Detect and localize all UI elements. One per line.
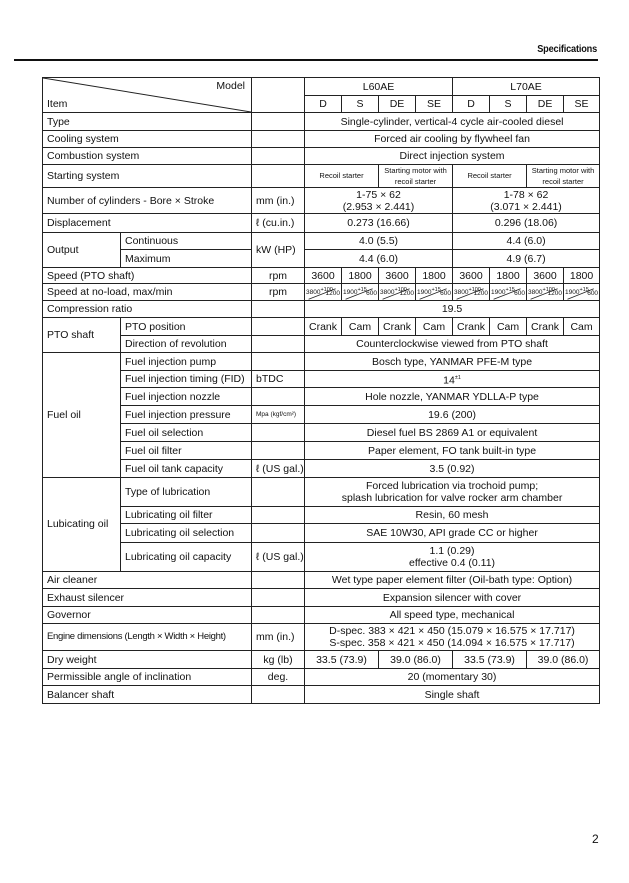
noload-speed-cell xyxy=(305,284,342,301)
row-label: Fuel injection pump xyxy=(121,353,252,371)
max-speed: $3800^{+100}$ xyxy=(528,287,555,297)
max-speed: $1900^{+15}$ xyxy=(491,287,515,297)
min-speed: 1200 xyxy=(399,290,414,297)
row-label: Dry weight xyxy=(43,651,252,669)
max-speed: $3800^{+100}$ xyxy=(454,287,481,297)
row-value: SAE 10W30, API grade CC or higher xyxy=(305,524,600,543)
row-unit: kW (HP) xyxy=(252,233,305,268)
corner-header-cell xyxy=(43,78,252,113)
row-pto-direction xyxy=(43,336,600,353)
row-unit: ℓ (US gal.) xyxy=(252,543,305,572)
row-unit: rpm xyxy=(252,284,305,301)
row-value: Single-cylinder, vertical-4 cycle air-cooled diesel xyxy=(305,113,600,131)
row-value: 19.6 (200) xyxy=(305,406,600,424)
row-unit: rpm xyxy=(252,268,305,284)
row-unit xyxy=(252,424,305,442)
min-speed: 600 xyxy=(440,290,452,297)
fid-value: 14 xyxy=(443,374,455,387)
row-value-l70 xyxy=(453,188,600,214)
item-label: Item xyxy=(47,98,68,110)
row-label: Cooling system xyxy=(43,131,252,148)
row-air-cleaner xyxy=(43,572,600,589)
row-label: Lubricating oil capacity xyxy=(121,543,252,572)
max-speed: $1900^{+15}$ xyxy=(565,287,589,297)
row-fuel-5 xyxy=(43,442,600,460)
row-dimensions xyxy=(43,624,600,651)
row-label: Starting system xyxy=(43,165,252,188)
row-label: Fuel injection nozzle xyxy=(121,388,252,406)
row-label: PTO position xyxy=(121,318,252,336)
row-value xyxy=(305,624,600,651)
variant-header: SE xyxy=(564,96,600,113)
noload-speed-cell xyxy=(564,284,600,301)
variant-header: SE xyxy=(416,96,453,113)
row-lube-selection xyxy=(43,524,600,543)
row-unit: Mpa (kgf/cm²) xyxy=(252,406,305,424)
row-value: Expansion silencer with cover xyxy=(305,589,600,607)
row-unit xyxy=(252,131,305,148)
row-unit xyxy=(252,318,305,336)
row-value: Crank xyxy=(527,318,564,336)
row-lube-capacity xyxy=(43,543,600,572)
row-value: 3600 xyxy=(527,268,564,284)
noload-speed-cell xyxy=(342,284,379,301)
max-speed: $3800^{+100}$ xyxy=(380,287,407,297)
row-label: Maximum xyxy=(121,250,252,268)
row-fuel-3 xyxy=(43,406,600,424)
row-label: Exhaust silencer xyxy=(43,589,252,607)
row-unit xyxy=(252,442,305,460)
row-value: Crank xyxy=(379,318,416,336)
section-title: Specifications xyxy=(537,44,597,55)
row-label: Fuel injection timing (FID) xyxy=(121,371,252,388)
row-value: 39.0 (86.0) xyxy=(379,651,453,669)
row-value: Starting motor with recoil starter xyxy=(379,165,453,188)
group-label: Output xyxy=(43,233,121,268)
variant-header: D xyxy=(453,96,490,113)
row-lube-type xyxy=(43,478,600,507)
page-number: 2 xyxy=(592,832,599,846)
row-value: Forced air cooling by flywheel fan xyxy=(305,131,600,148)
row-unit: bTDC xyxy=(252,371,305,388)
row-value: Single shaft xyxy=(305,686,600,704)
row-cooling xyxy=(43,131,600,148)
row-value: 1800 xyxy=(490,268,527,284)
row-inclination xyxy=(43,669,600,686)
value-line: 1-78 × 62 xyxy=(503,188,549,201)
row-unit: mm (in.) xyxy=(252,624,305,651)
row-starting xyxy=(43,165,600,188)
row-label: Fuel oil filter xyxy=(121,442,252,460)
group-label: Lubicating oil xyxy=(43,478,121,572)
row-value xyxy=(305,543,600,572)
row-unit: deg. xyxy=(252,669,305,686)
row-value-l60: 0.273 (16.66) xyxy=(305,214,453,233)
model-label: Model xyxy=(216,80,245,92)
row-combustion xyxy=(43,148,600,165)
row-lube-filter xyxy=(43,507,600,524)
min-speed: 1200 xyxy=(473,290,489,297)
row-value: Direct injection system xyxy=(305,148,600,165)
specifications-table xyxy=(42,77,600,704)
row-value: 39.0 (86.0) xyxy=(527,651,600,669)
row-unit xyxy=(252,336,305,353)
value-line: S-spec. 358 × 421 × 450 (14.094 × 16.575 × 17.717) xyxy=(329,637,575,649)
row-label: Combustion system xyxy=(43,148,252,165)
value-line: splash lubrication for valve rocker arm chamber xyxy=(341,492,563,504)
row-compression xyxy=(43,301,600,318)
variant-header: D xyxy=(305,96,342,113)
noload-speed-cell xyxy=(527,284,564,301)
row-value: 33.5 (73.9) xyxy=(453,651,527,669)
row-unit: ℓ (US gal.) xyxy=(252,460,305,478)
row-value: Cam xyxy=(490,318,527,336)
row-value: 3.5 (0.92) xyxy=(305,460,600,478)
noload-speed-cell xyxy=(453,284,490,301)
row-value: Cam xyxy=(564,318,600,336)
value-line: (2.953 × 2.441) xyxy=(342,200,415,213)
row-fuel-2 xyxy=(43,388,600,406)
row-value: Wet type paper element filter (Oil-bath type: Option) xyxy=(305,572,600,589)
row-output-continuous xyxy=(43,233,600,250)
unit-header-cell xyxy=(252,78,305,113)
row-label: Lubricating oil selection xyxy=(121,524,252,543)
row-fuel-4 xyxy=(43,424,600,442)
fid-tolerance: ±1 xyxy=(454,374,461,381)
row-governor xyxy=(43,607,600,624)
row-value: Hole nozzle, YANMAR YDLLA-P type xyxy=(305,388,600,406)
row-balancer xyxy=(43,686,600,704)
row-label: Fuel oil selection xyxy=(121,424,252,442)
min-speed: 600 xyxy=(514,290,526,297)
row-output-maximum xyxy=(43,250,600,268)
row-value xyxy=(305,371,600,388)
row-value-l60 xyxy=(305,188,453,214)
row-label: Type of lubrication xyxy=(121,478,252,507)
row-unit xyxy=(252,686,305,704)
row-value-l70: 0.296 (18.06) xyxy=(453,214,600,233)
min-speed: 600 xyxy=(587,290,599,297)
row-unit: mm (in.) xyxy=(252,188,305,214)
row-displacement xyxy=(43,214,600,233)
row-value-l70: 4.4 (6.0) xyxy=(453,233,600,250)
row-unit: kg (lb) xyxy=(252,651,305,669)
row-label: Lubricating oil filter xyxy=(121,507,252,524)
row-unit xyxy=(252,388,305,406)
row-value: Diesel fuel BS 2869 A1 or equivalent xyxy=(305,424,600,442)
row-fuel-0 xyxy=(43,353,600,371)
model-header-l70ae: L70AE xyxy=(453,78,600,96)
row-label: Compression ratio xyxy=(43,301,252,318)
row-unit xyxy=(252,301,305,318)
value-line: 1.1 (0.29) xyxy=(429,545,475,557)
min-speed: 1200 xyxy=(547,290,563,297)
row-value: Resin, 60 mesh xyxy=(305,507,600,524)
row-cylinders xyxy=(43,188,600,214)
row-value: Cam xyxy=(342,318,379,336)
row-value: 19.5 xyxy=(305,301,600,318)
row-type xyxy=(43,113,600,131)
row-unit: ℓ (cu.in.) xyxy=(252,214,305,233)
row-fuel-6 xyxy=(43,460,600,478)
row-value: 20 (momentary 30) xyxy=(305,669,600,686)
row-value-l60: 4.4 (6.0) xyxy=(305,250,453,268)
row-pto-position xyxy=(43,318,600,336)
group-label: PTO shaft xyxy=(43,318,121,353)
noload-speed-cell xyxy=(490,284,527,301)
row-label: Governor xyxy=(43,607,252,624)
header-row-models xyxy=(43,78,600,96)
row-value: Cam xyxy=(416,318,453,336)
row-unit xyxy=(252,524,305,543)
row-label: Permissible angle of inclination xyxy=(43,669,252,686)
row-unit xyxy=(252,572,305,589)
noload-speed-cell xyxy=(416,284,453,301)
header-rule xyxy=(14,59,598,61)
row-label: Speed at no-load, max/min xyxy=(43,284,252,301)
row-value: Paper element, FO tank built-in type xyxy=(305,442,600,460)
row-unit xyxy=(252,165,305,188)
row-exhaust xyxy=(43,589,600,607)
row-label: Air cleaner xyxy=(43,572,252,589)
row-label: Displacement xyxy=(43,214,252,233)
row-speed-noload xyxy=(43,284,600,301)
row-value: Starting motor with recoil starter xyxy=(527,165,600,188)
row-value: 3600 xyxy=(305,268,342,284)
row-label: Direction of revolution xyxy=(121,336,252,353)
row-dry-weight xyxy=(43,651,600,669)
max-speed: $1900^{+15}$ xyxy=(417,287,441,297)
row-label: Type xyxy=(43,113,252,131)
row-unit xyxy=(252,353,305,371)
row-label: Speed (PTO shaft) xyxy=(43,268,252,284)
variant-header: S xyxy=(490,96,527,113)
row-value: All speed type, mechanical xyxy=(305,607,600,624)
value-line: effective 0.4 (0.11) xyxy=(409,557,496,569)
row-speed-pto xyxy=(43,268,600,284)
row-value: Counterclockwise viewed from PTO shaft xyxy=(305,336,600,353)
model-header-l60ae: L60AE xyxy=(305,78,453,96)
value-line: D-spec. 383 × 421 × 450 (15.079 × 16.575 × 17.717) xyxy=(329,625,575,637)
value-line: Forced lubrication via trochoid pump; xyxy=(365,480,539,492)
row-value: 3600 xyxy=(379,268,416,284)
row-unit xyxy=(252,113,305,131)
row-label: Number of cylinders - Bore × Stroke xyxy=(43,188,252,214)
row-unit xyxy=(252,478,305,507)
row-fuel-1 xyxy=(43,371,600,388)
max-speed: $3800^{+100}$ xyxy=(306,287,333,297)
row-value: 1800 xyxy=(564,268,600,284)
row-value-l70: 4.9 (6.7) xyxy=(453,250,600,268)
min-speed: 1200 xyxy=(325,290,340,297)
row-value: Crank xyxy=(305,318,342,336)
row-value-l60: 4.0 (5.5) xyxy=(305,233,453,250)
row-label: Balancer shaft xyxy=(43,686,252,704)
row-value: Recoil starter xyxy=(453,165,527,188)
min-speed: 600 xyxy=(366,290,377,297)
row-unit xyxy=(252,507,305,524)
variant-header: DE xyxy=(527,96,564,113)
row-label: Fuel injection pressure xyxy=(121,406,252,424)
row-label: Fuel oil tank capacity xyxy=(121,460,252,478)
noload-speed-cell xyxy=(379,284,416,301)
row-value: Bosch type, YANMAR PFE-M type xyxy=(305,353,600,371)
row-value: 1800 xyxy=(416,268,453,284)
variant-header: DE xyxy=(379,96,416,113)
row-value: 33.5 (73.9) xyxy=(305,651,379,669)
value-line: 1-75 × 62 xyxy=(356,188,401,201)
row-label: Continuous xyxy=(121,233,252,250)
row-value xyxy=(305,478,600,507)
row-unit xyxy=(252,589,305,607)
variant-header: S xyxy=(342,96,379,113)
row-label: Engine dimensions (Length × Width × Height) xyxy=(43,624,252,651)
max-speed: $1900^{+15}$ xyxy=(343,287,367,297)
row-unit xyxy=(252,607,305,624)
value-line: (3.071 × 2.441) xyxy=(490,200,562,213)
group-label: Fuel oil xyxy=(43,353,121,478)
row-value: 3600 xyxy=(453,268,490,284)
row-value: Crank xyxy=(453,318,490,336)
row-value: 1800 xyxy=(342,268,379,284)
row-unit xyxy=(252,148,305,165)
row-value: Recoil starter xyxy=(305,165,379,188)
